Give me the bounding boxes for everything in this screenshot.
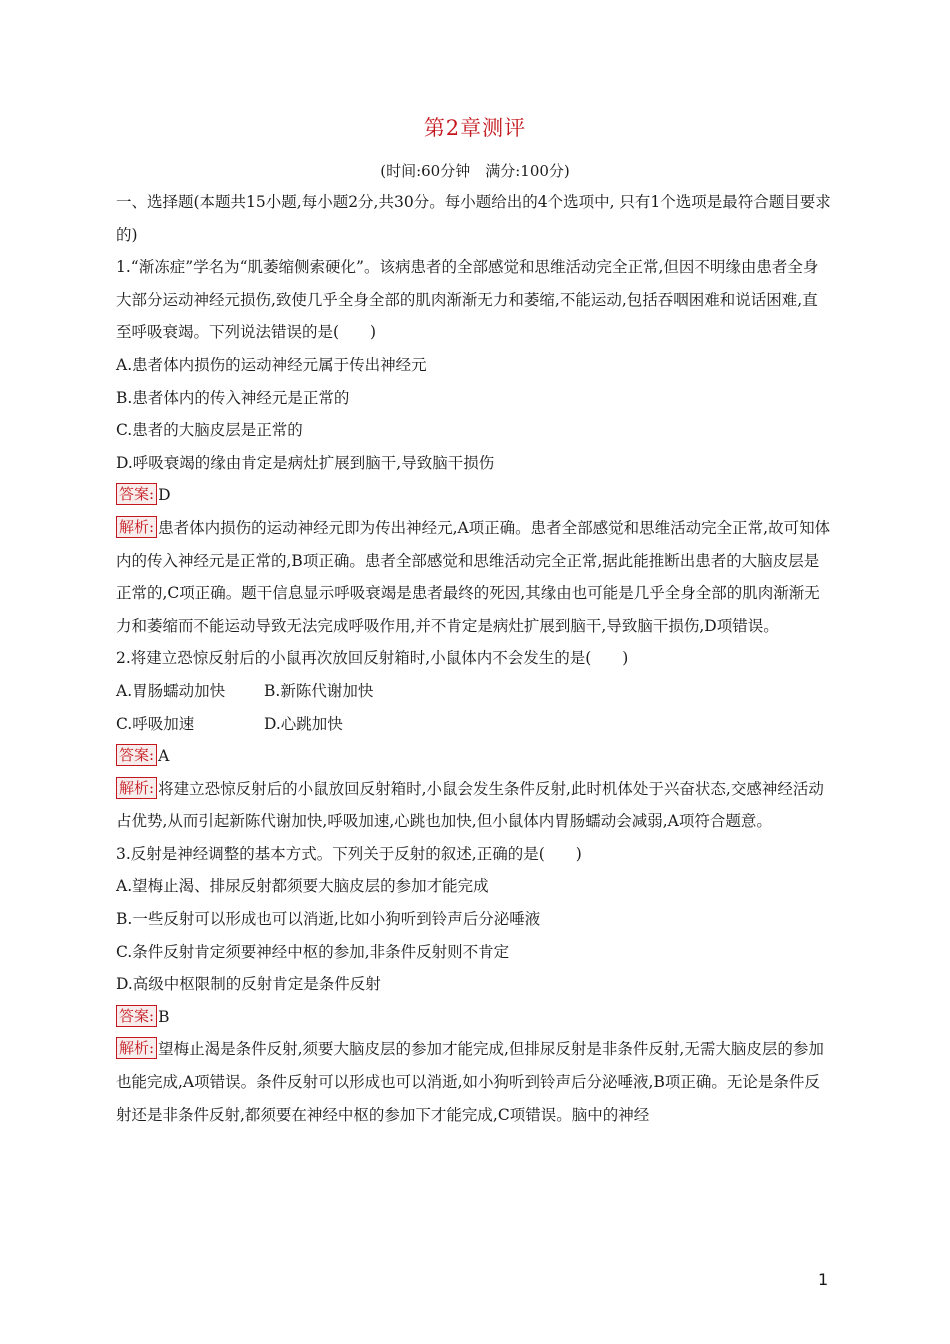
analysis-text: 望梅止渴是条件反射,须要大脑皮层的参加才能完成,但排尿反射是非条件反射,无需大脑皮层的参加也能完成,A项错误。条件反射可以形成也可以消逝,如小狗听到铃声后分泌唾液,B项正确。无论是条件反射还是非条件反射,都须要在神经中枢的参加下才能完成,C项错误。脑中的神经 (116, 1040, 824, 1124)
page-title: 第2章测评 (423, 116, 527, 140)
option: B.新陈代谢加快 (264, 681, 374, 700)
option: D.心跳加快 (264, 714, 343, 733)
answer-badge: 答案: (116, 483, 157, 505)
question-stem: 2.将建立恐惊反射后的小鼠再次放回反射箱时,小鼠体内不会发生的是( ) (116, 649, 629, 668)
option: B.患者体内的传入神经元是正常的 (116, 388, 350, 407)
option: C.呼吸加速 (116, 714, 195, 733)
option: D.呼吸衰竭的缘由肯定是病灶扩展到脑干,导致脑干损伤 (116, 453, 495, 472)
question-stem: 3.反射是神经调整的基本方式。下列关于反射的叙述,正确的是( ) (116, 844, 582, 863)
option: D.高级中枢限制的反射肯定是条件反射 (116, 975, 381, 994)
analysis-line (116, 773, 832, 838)
section-heading: 一、选择题(本题共15小题,每小题2分,共30分。每小题给出的4个选项中, 只有1个选项是最符合题目要求的) (116, 193, 831, 244)
answer-value: A (158, 747, 170, 766)
answer-badge: 答案: (116, 1005, 157, 1027)
option: A.胃肠蠕动加快 (116, 681, 226, 700)
analysis-badge: 解析: (116, 777, 157, 799)
analysis-badge: 解析: (116, 1037, 157, 1059)
answer-value: B (158, 1007, 170, 1026)
answer-value: D (158, 486, 171, 505)
answer-line (116, 740, 832, 773)
answer-line (116, 1001, 832, 1034)
option: C.患者的大脑皮层是正常的 (116, 421, 303, 440)
analysis-line (116, 512, 832, 642)
analysis-text: 患者体内损伤的运动神经元即为传出神经元,A项正确。患者全部感觉和思维活动完全正常,故可知体内的传入神经元是正常的,B项正确。患者全部感觉和思维活动完全正常,据此能推断出患者的大脑皮层是正常的,C项正确。题干信息显示呼吸衰竭是患者最终的死因,其缘由也可能是几乎全身全部的肌肉渐渐无力和萎缩而不能运动导致无法完成呼吸作用,并不肯定是病灶扩展到脑干,导致脑干损伤,D项错误。 (116, 518, 831, 635)
option-row (116, 708, 832, 741)
exam-info: (时间:60分钟 满分:100分) (380, 162, 570, 180)
option: C.条件反射肯定须要神经中枢的参加,非条件反射则不肯定 (116, 942, 510, 961)
question-stem: 1.“渐冻症”学名为“肌萎缩侧索硬化”。该病患者的全部感觉和思维活动完全正常,但因不明缘由患者全身大部分运动神经元损伤,致使几乎全身全部的肌肉渐渐无力和萎缩,不能运动,包括吞咽困难和说话困难,直至呼吸衰竭。下列说法错误的是( ) (116, 258, 819, 342)
page-number: 1 (818, 1270, 829, 1289)
answer-badge: 答案: (116, 744, 157, 766)
analysis-line (116, 1033, 832, 1131)
option: B.一些反射可以形成也可以消逝,比如小狗听到铃声后分泌唾液 (116, 910, 541, 929)
content-body (116, 186, 832, 1131)
answer-line (116, 479, 832, 512)
option: A.患者体内损伤的运动神经元属于传出神经元 (116, 355, 427, 374)
analysis-text: 将建立恐惊反射后的小鼠放回反射箱时,小鼠会发生条件反射,此时机体处于兴奋状态,交感神经活动占优势,从而引起新陈代谢加快,呼吸加速,心跳也加快,但小鼠体内胃肠蠕动会减弱,A项符合题意。 (116, 779, 824, 831)
option-row (116, 675, 832, 708)
analysis-badge: 解析: (116, 516, 157, 538)
option: A.望梅止渴、排尿反射都须要大脑皮层的参加才能完成 (116, 877, 489, 896)
